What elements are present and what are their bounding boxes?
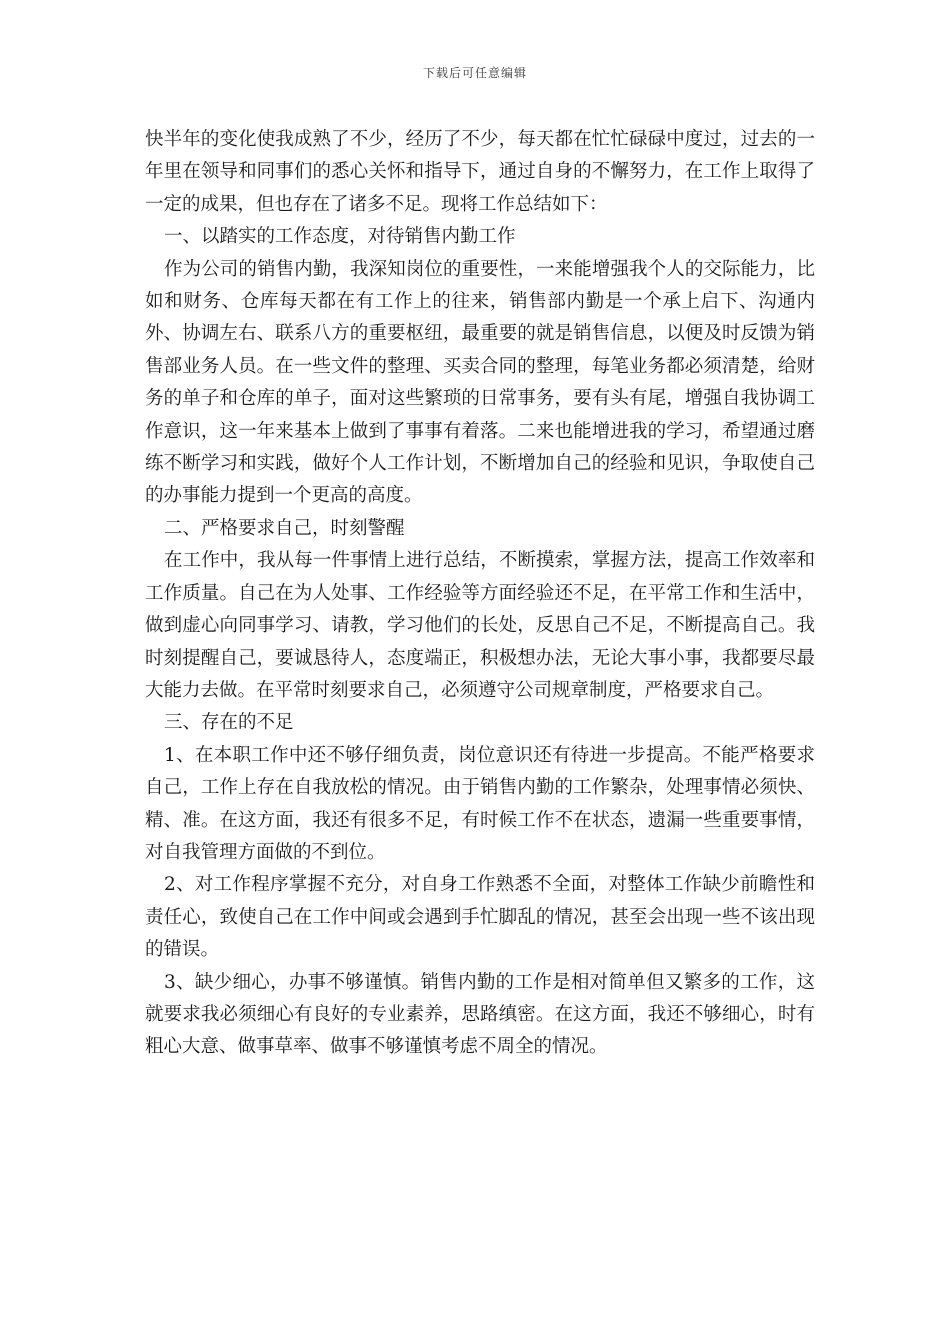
- shortcoming-item-1: 1、在本职工作中还不够仔细负责，岗位意识还有待进一步提高。不能严格要求自己，工作上存在自我放松的情况。由于销售内勤的工作繁杂，处理事情必须快、精、准。在这方面，我还有很多不足，有时候工作不在状态，遗漏一些重要事情，对自我管理方面做的不到位。: [145, 744, 815, 863]
- section-heading-3: 三、存在的不足: [164, 712, 294, 734]
- document-body: [145, 124, 815, 1064]
- shortcoming-item-2: 2、对工作程序掌握不充分，对自身工作熟悉不全面，对整体工作缺少前瞻性和责任心，致使自己在工作中间或会遇到手忙脚乱的情况，甚至会出现一些不该出现的错误。: [145, 874, 815, 961]
- intro-paragraph: 快半年的变化使我成熟了不少，经历了不少，每天都在忙忙碌碌中度过，过去的一年里在领导和同事们的悉心关怀和指导下，通过自身的不懈努力，在工作上取得了一定的成果，但也存在了诸多不足。现将工作总结如下：: [145, 129, 815, 215]
- section-heading-1: 一、以踏实的工作态度，对待销售内勤工作: [164, 226, 516, 248]
- section-1-paragraph: 作为公司的销售内勤，我深知岗位的重要性，一来能增强我个人的交际能力，比如和财务、仓库每天都在有工作上的往来，销售部内勤是一个承上启下、沟通内外、协调左右、联系八方的重要枢纽，最重要的就是销售信息，以便及时反馈为销售部业务人员。在一些文件的整理、买卖合同的整理，每笔业务都必须清楚，给财务的单子和仓库的单子，面对这些繁琐的日常事务，要有头有尾，增强自我协调工作意识，这一年来基本上做到了事事有着落。二来也能增进我的学习，希望通过磨练不断学习和实践，做好个人工作计划，不断增加自己的经验和见识，争取使自己的办事能力提到一个更高的高度。: [145, 258, 815, 507]
- shortcoming-item-3: 3、缺少细心，办事不够谨慎。销售内勤的工作是相对简单但又繁多的工作，这就要求我必须细心有良好的专业素养，思路缜密。在这方面，我还不够细心，时有粗心大意、做事草率、做事不够谨慎考虑不周全的情况。: [145, 971, 815, 1058]
- page-header: 下载后可任意编辑: [422, 66, 527, 80]
- section-heading-2: 二、严格要求自己，时刻警醒: [164, 517, 405, 539]
- section-2-paragraph: 在工作中，我从每一件事情上进行总结，不断摸索，掌握方法，提高工作效率和工作质量。自己在为人处事、工作经验等方面经验还不足，在平常工作和生活中，做到虚心向同事学习、请教，学习他们的长处，反思自己不足，不断提高自己。我时刻提醒自己，要诚恳待人，态度端正，积极想办法，无论大事小事，我都要尽最大能力去做。在平常时刻要求自己，必须遵守公司规章制度，严格要求自己。: [145, 550, 815, 701]
